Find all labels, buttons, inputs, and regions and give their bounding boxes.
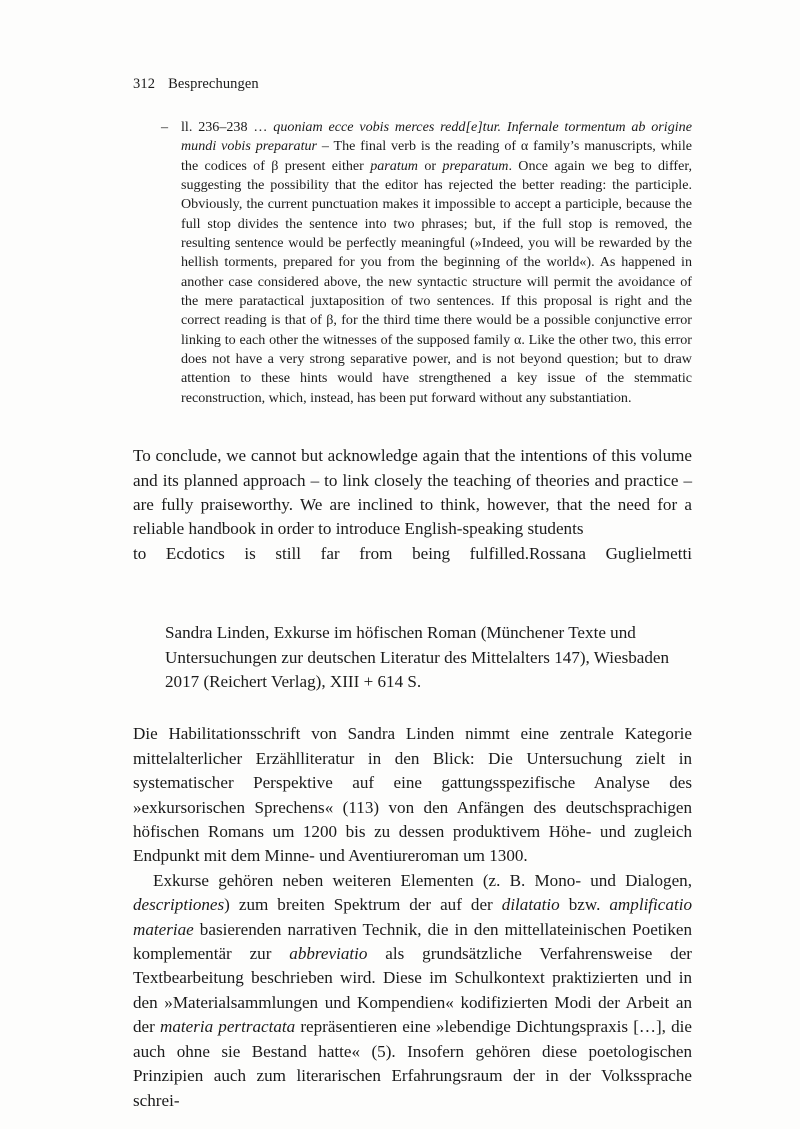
text-run: Exkurse gehören neben weiteren Elementen (z. B. Mono- und Dialogen,	[153, 870, 692, 890]
text-run: or	[417, 157, 443, 174]
italic-run: descriptiones	[133, 895, 225, 915]
page-number: 312	[133, 76, 156, 92]
page-content	[133, 118, 692, 1113]
quoted-discussion-block	[161, 118, 692, 408]
heading-spacer	[133, 566, 692, 621]
review-paragraph-2	[133, 869, 692, 1113]
italic-run: quoniam ecce vobis merces redd[e]tur. Infernale tormentum ab origine mundi vobis preparatur	[181, 119, 692, 155]
italic-run: paratum	[370, 157, 418, 174]
review-paragraph-1	[133, 722, 692, 868]
conclusion-final-sentence: to Ecdotics is still far from being fulfilled.	[133, 543, 529, 563]
text-run: – The final verb is the reading of α family’s manuscripts, while the codices of β present either	[181, 138, 692, 174]
text-run: Die Habilitationsschrift von Sandra Linden nimmt eine zentrale Kategorie mittelalterlicher Erzählliteratur in den Blick: Die Untersuchung zielt in systematischer Perspektive auf eine gattungsspezifische Analyse des »exkursorischen Sprechens« (113) von den Anfängen des deutschsprachigen höfischen Romans um 1200 bis zu dessen produktivem Höhe- und zugleich Endpunkt mit dem Minne- und Aventiureroman um 1300.	[133, 724, 692, 866]
list-bullet-dash: –	[161, 119, 169, 135]
text-run: bzw.	[559, 895, 610, 915]
text-run: ) zum breiten Spektrum der auf der	[224, 895, 502, 915]
italic-run: dilatatio	[501, 895, 560, 915]
text-run: als grundsätzliche Verfahrensweise der Textbearbeitung beschrieben wird. Diese im Schulkontext praktizierten und in den »Materialsammlungen und Kompendien« kodifizierten Modi der Arbeit an der	[133, 944, 692, 1037]
section-title: Besprechungen	[168, 76, 259, 92]
italic-run: abbreviatio	[289, 944, 368, 964]
review-bibliographic-heading: Sandra Linden, Exkurse im höfischen Roman (Münchener Texte und Untersuchungen zur deutschen Literatur des Mittelalters 147), Wiesbaden 2017 (Reichert Verlag), XIII + 614 S.	[165, 623, 670, 691]
conclusion-paragraph	[133, 444, 692, 566]
italic-run: preparatum	[442, 157, 509, 174]
conclusion-text: To conclude, we cannot but acknowledge again that the intentions of this volume and its planned approach – to link closely the teaching of theories and practice – are fully praiseworthy. We are inclined to think, however, that the need for a reliable handbook in order to introduce English-speaking students	[133, 446, 692, 539]
quoted-item-text	[181, 119, 692, 406]
text-run: ll. 236–238 …	[181, 119, 274, 135]
reviewer-signature: Rossana Guglielmetti	[529, 543, 692, 563]
text-run: basierenden narrativen Technik, die in den mittellateinischen Poetiken komplementär zur	[133, 919, 692, 964]
text-run: repräsentieren eine »lebendige Dichtungspraxis […], die auch ohne sie Bestand hatte« (5). Insofern gehören diese poetologischen Prinzipien auch zum literarischen Erfahrungsraum der in der Volkssprache schrei-	[133, 1017, 692, 1110]
block-spacer	[133, 408, 692, 444]
post-heading-spacer	[133, 694, 692, 722]
running-header	[133, 76, 259, 93]
conclusion-last-line	[133, 542, 692, 566]
text-run: . Once again we beg to differ, suggesting the possibility that the editor has rejected the better reading: the participle. Obviously, the current punctuation makes it impossible to accept a participle, because the full stop divides the sentence into two phrases; but, if the full stop is removed, the resulting sentence would be perfectly meaningful (»Indeed, you will be rewarded by the hellish torments, prepared for you from the beginning of the world«). As happened in another case considered above, the new syntactic structure will permit the avoidance of the mere paratactical juxtaposition of two sentences. If this proposal is right and the correct reading is that of β, for the third time there would be a possible conjunctive error linking to each other the witnesses of the supposed family α. Like the other two, this error does not have a very strong separative power, and is not beyond question; but to draw attention to these hints would have strengthened a key issue of the stemmatic reconstruction, which, instead, has been put forward without any substantiation.	[181, 157, 692, 406]
italic-run: amplificatio materiae	[133, 895, 692, 939]
quoted-list-item	[161, 118, 692, 408]
italic-run: materia pertractata	[159, 1017, 296, 1037]
